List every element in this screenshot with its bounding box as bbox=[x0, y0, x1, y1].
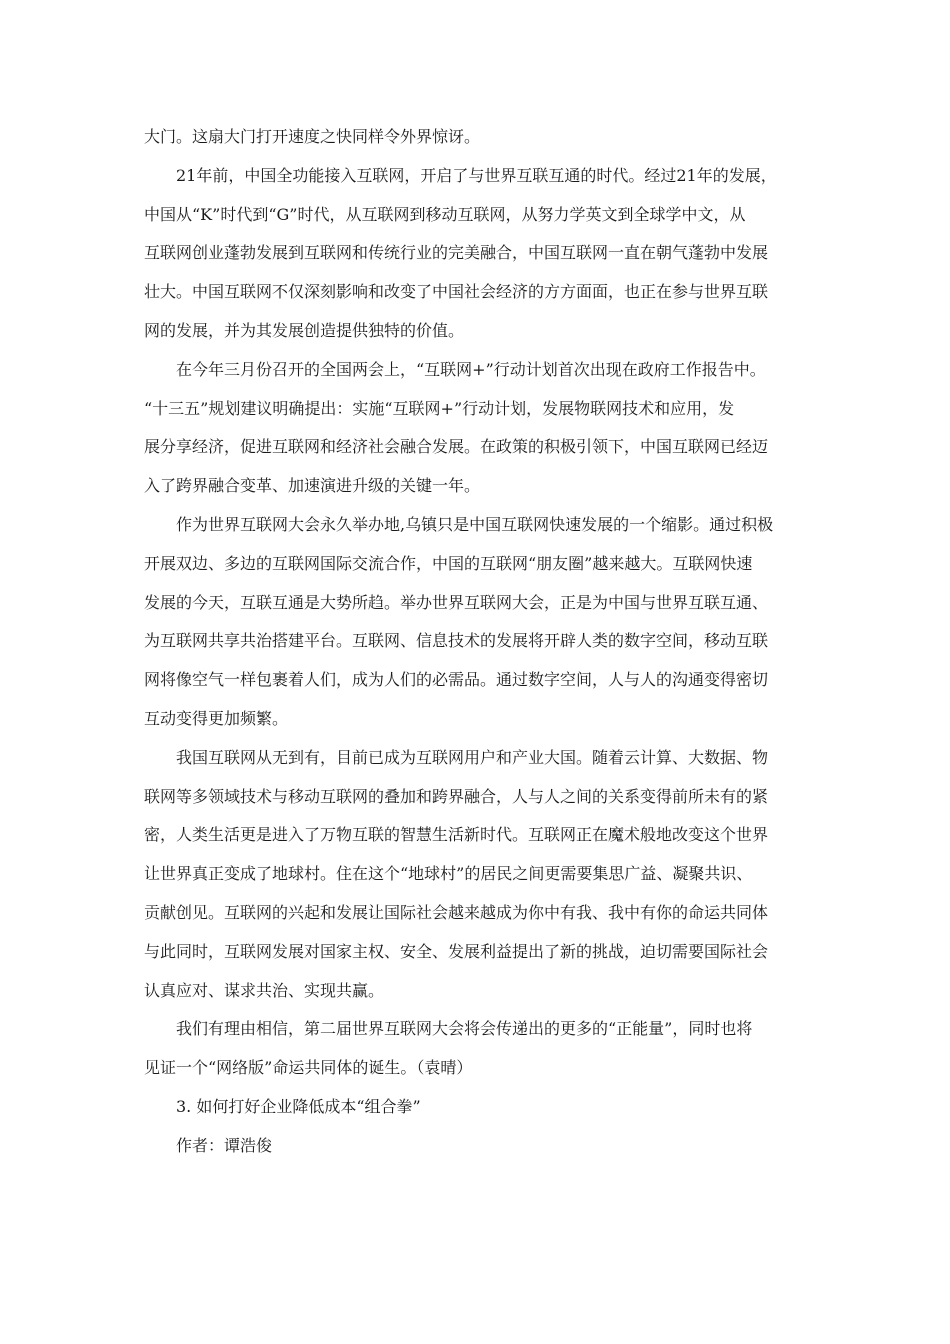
paragraph-line: 互动变得更加频繁。 bbox=[144, 708, 289, 728]
paragraph-line: 入了跨界融合变革、加速演进升级的关键一年。 bbox=[144, 476, 481, 496]
paragraph-first-line: 21年前，中国全功能接入互联网，开启了与世界互联互通的时代。经过21年的发展， bbox=[176, 165, 777, 185]
paragraph-line: 让世界真正变成了地球村。住在这个“地球村”的居民之间更需要集思广益、凝聚共识、 bbox=[144, 864, 753, 884]
paragraph-line: 发展的今天，互联互通是大势所趋。举办世界互联网大会，正是为中国与世界互联互通、 bbox=[144, 592, 769, 612]
paragraph-line: 中国从“K”时代到“G”时代，从互联网到移动互联网，从努力学英文到全球学中文，从 bbox=[144, 204, 746, 224]
paragraph-line: 与此同时，互联网发展对国家主权、安全、发展利益提出了新的挑战，迫切需要国际社会 bbox=[144, 941, 769, 961]
paragraph-line: 网的发展，并为其发展创造提供独特的价值。 bbox=[144, 320, 465, 340]
paragraph-line: 认真应对、谋求共治、实现共赢。 bbox=[144, 980, 385, 1000]
paragraph-line: 展分享经济，促进互联网和经济社会融合发展。在政策的积极引领下，中国互联网已经迈 bbox=[144, 437, 769, 457]
paragraph-first-line: 在今年三月份召开的全国两会上，“互联网+”行动计划首次出现在政府工作报告中。 bbox=[176, 359, 766, 379]
paragraph-line: 大门。这扇大门打开速度之快同样令外界惊讶。 bbox=[144, 127, 481, 146]
paragraph-line: 贡献创见。互联网的兴起和发展让国际社会越来越成为你中有我、我中有你的命运共同体 bbox=[144, 902, 769, 922]
paragraph-first-line: 3. 如何打好企业降低成本“组合拳” bbox=[176, 1096, 421, 1116]
document-body bbox=[144, 118, 812, 1166]
paragraph-line: 互联网创业蓬勃发展到互联网和传统行业的完美融合，中国互联网一直在朝气蓬勃中发展 bbox=[144, 243, 769, 263]
paragraph-first-line: 作为世界互联网大会永久举办地,乌镇只是中国互联网快速发展的一个缩影。通过积极 bbox=[176, 514, 774, 534]
paragraph-line: 开展双边、多边的互联网国际交流合作，中国的互联网“朋友圈”越来越大。互联网快速 bbox=[144, 553, 753, 573]
paragraph-line: 见证一个“网络版”命运共同体的诞生。（袁晴） bbox=[144, 1058, 473, 1078]
paragraph-first-line: 我们有理由相信，第二届世界互联网大会将会传递出的更多的“正能量”，同时也将 bbox=[176, 1019, 753, 1039]
paragraph-line: 密，人类生活更是进入了万物互联的智慧生活新时代。互联网正在魔术般地改变这个世界 bbox=[144, 825, 769, 845]
paragraph-line: “十三五”规划建议明确提出：实施“互联网+”行动计划，发展物联网技术和应用，发 bbox=[144, 398, 735, 418]
paragraph-first-line: 我国互联网从无到有，目前已成为互联网用户和产业大国。随着云计算、大数据、物 bbox=[176, 747, 769, 767]
paragraph-first-line: 作者：谭浩俊 bbox=[176, 1135, 273, 1155]
paragraph-line: 壮大。中国互联网不仅深刻影响和改变了中国社会经济的方方面面，也正在参与世界互联 bbox=[144, 282, 769, 302]
paragraph-line: 为互联网共享共治搭建平台。互联网、信息技术的发展将开辟人类的数字空间，移动互联 bbox=[144, 631, 769, 651]
paragraph-line: 联网等多领域技术与移动互联网的叠加和跨界融合，人与人之间的关系变得前所未有的紧 bbox=[144, 786, 769, 806]
paragraph-line: 网将像空气一样包裹着人们，成为人们的必需品。通过数字空间，人与人的沟通变得密切 bbox=[144, 670, 769, 690]
